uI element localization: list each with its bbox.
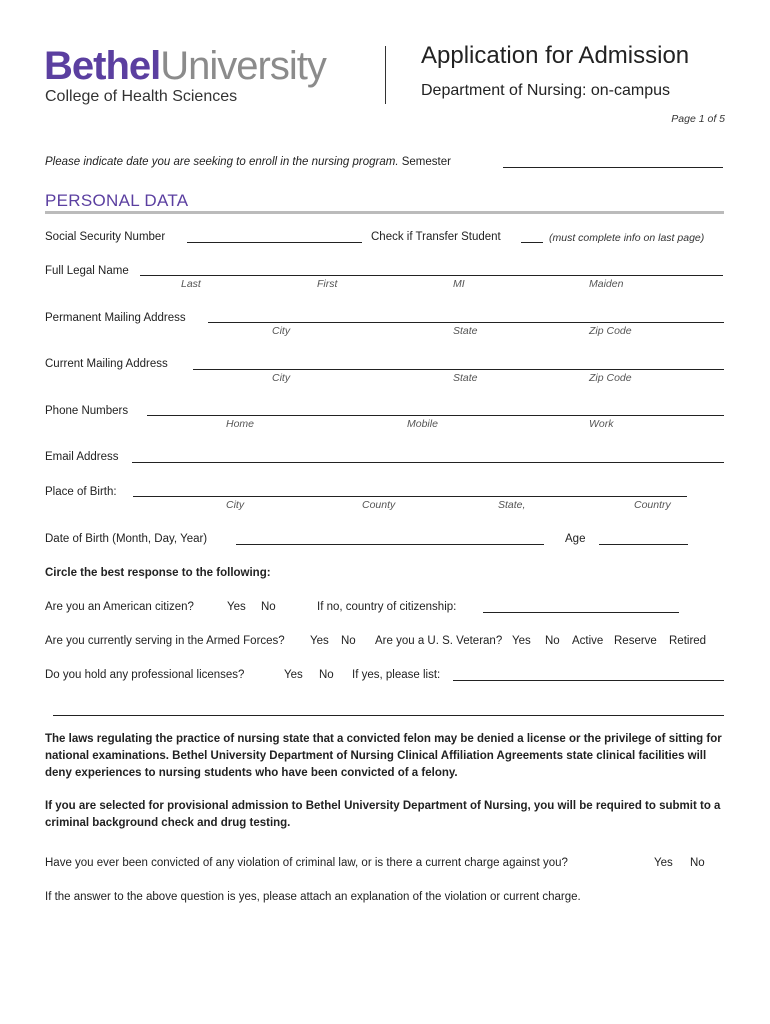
veteran-retired-option[interactable]: Retired	[669, 635, 707, 647]
caption-city: City	[272, 325, 291, 337]
page-title: Application for Admission	[421, 42, 690, 69]
licenses-yes-option[interactable]: Yes	[284, 669, 303, 681]
age-field[interactable]	[599, 544, 688, 545]
licenses-question: Do you hold any professional licenses?	[45, 669, 245, 681]
caption-city: City	[226, 499, 245, 511]
caption-first: First	[317, 278, 338, 290]
armed-forces-question: Are you currently serving in the Armed Forces?	[45, 635, 285, 647]
header-divider	[385, 46, 386, 104]
caption-state: State	[453, 325, 478, 337]
caption-mobile: Mobile	[407, 418, 438, 430]
semester-field[interactable]	[503, 167, 723, 168]
enroll-prompt	[45, 156, 451, 168]
veteran-reserve-option[interactable]: Reserve	[614, 635, 657, 647]
logo-university: University	[160, 44, 326, 88]
caption-state: State	[453, 372, 478, 384]
section-title: PERSONAL DATA	[45, 191, 189, 210]
citizen-yes-option[interactable]: Yes	[227, 601, 246, 613]
instruction: Circle the best response to the following:	[45, 567, 271, 579]
conviction-yes-option[interactable]: Yes	[654, 857, 673, 869]
transfer-label: Check if Transfer Student	[371, 231, 501, 243]
birthplace-field[interactable]	[133, 496, 687, 497]
ssn-label: Social Security Number	[45, 231, 166, 243]
background-check-notice: If you are selected for provisional admission to Bethel University Department of Nursing, you will be required to submit to a criminal background check and drug testing.	[45, 800, 721, 829]
permanent-address-field[interactable]	[208, 322, 724, 323]
caption-country: Country	[634, 499, 671, 511]
transfer-checkbox[interactable]	[521, 242, 543, 243]
caption-city: City	[272, 372, 291, 384]
phone-label: Phone Numbers	[45, 405, 129, 417]
logo-bethel: Bethel	[44, 44, 161, 88]
age-label: Age	[565, 533, 586, 545]
current-address-field[interactable]	[193, 369, 724, 370]
licenses-no-option[interactable]: No	[319, 669, 334, 681]
caption-state: State,	[498, 499, 526, 511]
logo	[44, 44, 326, 89]
citizen-question: Are you an American citizen?	[45, 601, 194, 613]
current-address-label: Current Mailing Address	[45, 358, 168, 370]
dob-label: Date of Birth (Month, Day, Year)	[45, 533, 208, 545]
citizenship-country-label: If no, country of citizenship:	[317, 601, 457, 613]
dob-field[interactable]	[236, 544, 544, 545]
email-field[interactable]	[132, 462, 724, 463]
licenses-list-field-2[interactable]	[53, 715, 724, 716]
armed-forces-yes-option[interactable]: Yes	[310, 635, 329, 647]
conviction-no-option[interactable]: No	[690, 857, 705, 869]
caption-county: County	[362, 499, 396, 511]
licenses-list-label: If yes, please list:	[352, 669, 441, 681]
caption-zip: Zip Code	[589, 372, 632, 384]
veteran-question: Are you a U. S. Veteran?	[375, 635, 503, 647]
page-number: Page 1 of 5	[671, 113, 725, 125]
conviction-question: Have you ever been convicted of any violation of criminal law, or is there a current charge against you?	[45, 857, 568, 869]
felony-notice: The laws regulating the practice of nursing state that a convicted felon may be denied a license or the privilege of sitting for national examinations. Bethel University Department of Nursing Clinical Affiliation Agreements state clinical facilities will deny experiences to nursing students who have been convicted of a felony.	[45, 733, 722, 779]
veteran-no-option[interactable]: No	[545, 635, 560, 647]
email-label: Email Address	[45, 451, 119, 463]
caption-home: Home	[226, 418, 255, 430]
citizenship-country-field[interactable]	[483, 612, 679, 613]
armed-forces-no-option[interactable]: No	[341, 635, 356, 647]
birthplace-label: Place of Birth:	[45, 486, 117, 498]
veteran-yes-option[interactable]: Yes	[512, 635, 531, 647]
caption-maiden: Maiden	[589, 278, 624, 290]
full-name-field[interactable]	[140, 275, 723, 276]
enroll-prompt-text: Please indicate date you are seeking to enroll in the nursing program.	[45, 156, 399, 168]
transfer-note: (must complete info on last page)	[549, 232, 705, 244]
veteran-active-option[interactable]: Active	[572, 635, 604, 647]
citizen-no-option[interactable]: No	[261, 601, 276, 613]
section-rule	[45, 211, 724, 214]
logo-subtitle: College of Health Sciences	[45, 88, 238, 105]
caption-mi: MI	[453, 278, 465, 290]
caption-zip: Zip Code	[589, 325, 632, 337]
conviction-explain: If the answer to the above question is yes, please attach an explanation of the violation or current charge.	[45, 891, 581, 903]
permanent-address-label: Permanent Mailing Address	[45, 312, 186, 324]
caption-last: Last	[181, 278, 201, 290]
ssn-field[interactable]	[187, 242, 362, 243]
licenses-list-field[interactable]	[453, 680, 724, 681]
page-subtitle: Department of Nursing: on-campus	[421, 82, 670, 99]
phone-field[interactable]	[147, 415, 724, 416]
full-name-label: Full Legal Name	[45, 265, 129, 277]
caption-work: Work	[589, 418, 614, 430]
semester-label: Semester	[401, 156, 451, 168]
